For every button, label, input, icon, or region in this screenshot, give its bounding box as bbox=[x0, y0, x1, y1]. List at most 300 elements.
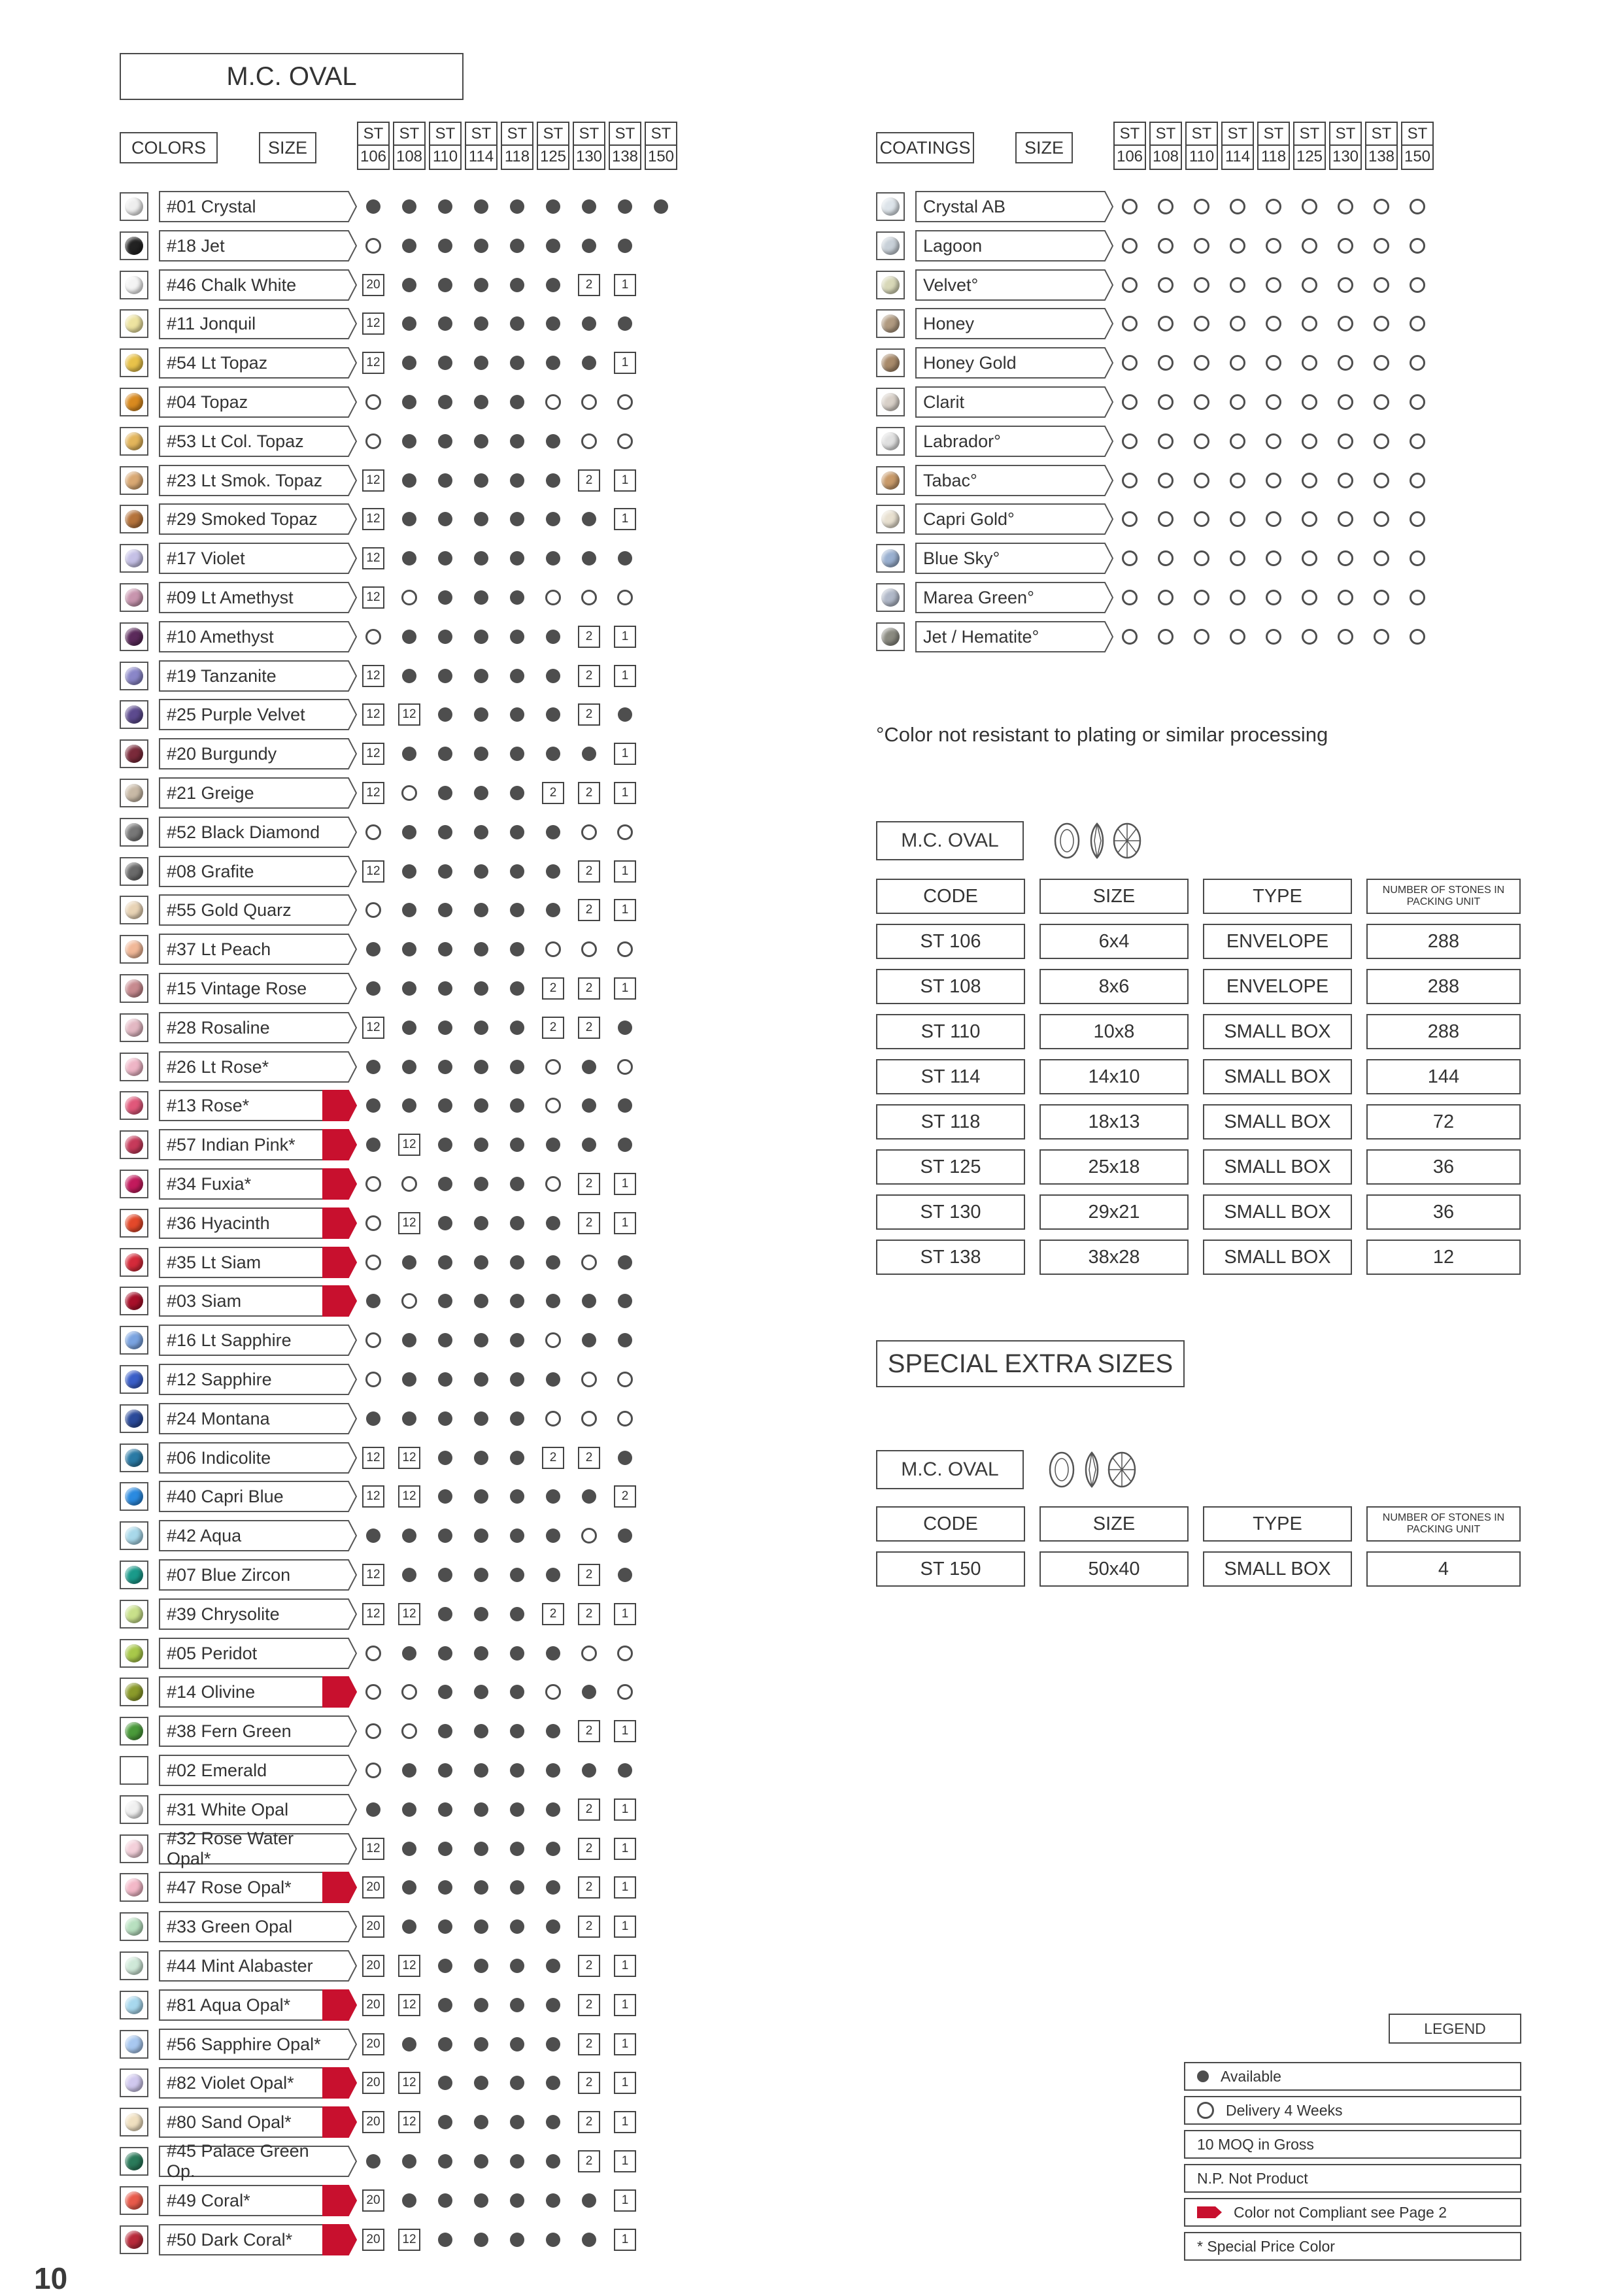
size-prefix: ST bbox=[435, 125, 456, 143]
available-dot-icon bbox=[402, 903, 416, 917]
available-dot-icon bbox=[510, 1919, 524, 1934]
available-dot-icon bbox=[438, 1294, 452, 1308]
available-dot-icon bbox=[1197, 2070, 1209, 2082]
swatch bbox=[120, 1013, 148, 1042]
available-dot-icon bbox=[366, 1294, 380, 1308]
colors-header: COLORS bbox=[120, 132, 218, 163]
delivery-ring-icon bbox=[1338, 394, 1353, 410]
color-label: #21 Greige bbox=[159, 777, 342, 809]
delivery-ring-icon bbox=[1302, 394, 1317, 410]
available-dot-icon bbox=[438, 1098, 452, 1113]
gem-icon bbox=[125, 1058, 143, 1076]
delivery-ring-icon bbox=[617, 1059, 633, 1075]
size-column-header bbox=[1149, 122, 1182, 170]
gem-icon bbox=[125, 1214, 143, 1232]
available-dot-icon bbox=[510, 1646, 524, 1661]
label-arrow-icon bbox=[341, 269, 358, 301]
swatch bbox=[120, 1130, 148, 1159]
available-dot-icon bbox=[510, 903, 524, 917]
table-cell: 72 bbox=[1366, 1104, 1521, 1140]
moq-badge: 20 bbox=[362, 2189, 384, 2212]
coating-label: Lagoon bbox=[915, 230, 1098, 262]
delivery-ring-icon bbox=[1122, 590, 1138, 605]
available-dot-icon bbox=[402, 239, 416, 253]
available-dot-icon bbox=[582, 2233, 596, 2247]
available-dot-icon bbox=[438, 2233, 452, 2247]
swatch bbox=[120, 2068, 148, 2097]
available-dot-icon bbox=[438, 278, 452, 292]
swatch bbox=[120, 1482, 148, 1511]
available-dot-icon bbox=[438, 1333, 452, 1347]
delivery-ring-icon bbox=[1230, 355, 1245, 371]
delivery-ring-icon bbox=[1266, 629, 1281, 645]
available-dot-icon bbox=[438, 1372, 452, 1387]
table-header-cell: NUMBER OF STONES IN PACKING UNIT bbox=[1366, 1506, 1521, 1542]
color-label: #55 Gold Quarz bbox=[159, 894, 342, 926]
moq-badge: 2 bbox=[578, 860, 600, 883]
available-dot-icon bbox=[402, 1568, 416, 1582]
table-header-cell: SIZE bbox=[1039, 879, 1189, 914]
color-label: #29 Smoked Topaz bbox=[159, 503, 342, 535]
moq-badge: 12 bbox=[398, 1603, 420, 1625]
moq-badge: 1 bbox=[614, 1212, 636, 1234]
delivery-ring-icon bbox=[1338, 511, 1353, 527]
gem-icon bbox=[125, 276, 143, 294]
delivery-ring-icon bbox=[1266, 316, 1281, 331]
label-arrow-icon bbox=[1097, 230, 1114, 262]
color-label: #53 Lt Col. Topaz bbox=[159, 426, 342, 457]
available-dot-icon bbox=[582, 1333, 596, 1347]
available-dot-icon bbox=[546, 1489, 560, 1504]
available-dot-icon bbox=[510, 707, 524, 722]
coating-label: Crystal AB bbox=[915, 191, 1098, 222]
swatch bbox=[120, 348, 148, 377]
delivery-ring-icon bbox=[617, 590, 633, 605]
label-arrow-icon bbox=[341, 426, 358, 457]
delivery-ring-icon bbox=[365, 1332, 381, 1348]
moq-badge: 20 bbox=[362, 2111, 384, 2133]
label-arrow-icon bbox=[341, 856, 358, 887]
label-arrow-icon bbox=[1097, 308, 1114, 339]
special-extra-sizes-title: SPECIAL EXTRA SIZES bbox=[876, 1340, 1185, 1387]
moq-badge: 12 bbox=[362, 665, 384, 687]
size-prefix: ST bbox=[1299, 125, 1320, 143]
available-dot-icon bbox=[510, 1333, 524, 1347]
swatch bbox=[120, 1326, 148, 1355]
moq-badge: 12 bbox=[398, 2072, 420, 2094]
gem-icon bbox=[125, 471, 143, 490]
available-dot-icon bbox=[438, 1646, 452, 1661]
delivery-ring-icon bbox=[617, 1646, 633, 1661]
red-flag-icon bbox=[341, 2185, 358, 2216]
available-dot-icon bbox=[402, 1763, 416, 1778]
moq-badge: 1 bbox=[614, 2072, 636, 2094]
size-header-left: SIZE bbox=[259, 132, 316, 163]
legend-label: 10 MOQ in Gross bbox=[1197, 2135, 1314, 2153]
page-number: 10 bbox=[34, 2261, 68, 2295]
label-arrow-icon bbox=[341, 973, 358, 1004]
available-dot-icon bbox=[510, 1489, 524, 1504]
oval-stone-icon bbox=[1043, 1449, 1148, 1491]
available-dot-icon bbox=[618, 1255, 632, 1270]
gem-icon bbox=[125, 1370, 143, 1389]
available-dot-icon bbox=[546, 278, 560, 292]
red-flag-icon bbox=[341, 1872, 358, 1903]
delivery-ring-icon bbox=[545, 394, 561, 410]
swatch bbox=[120, 1248, 148, 1277]
available-dot-icon bbox=[510, 1255, 524, 1270]
gem-icon bbox=[125, 549, 143, 567]
delivery-ring-icon bbox=[1374, 473, 1389, 488]
moq-badge: 12 bbox=[362, 352, 384, 374]
available-dot-icon bbox=[618, 551, 632, 566]
label-arrow-icon bbox=[1097, 386, 1114, 418]
delivery-ring-icon bbox=[617, 1684, 633, 1700]
available-dot-icon bbox=[582, 316, 596, 331]
gem-icon bbox=[881, 432, 900, 450]
label-arrow-icon bbox=[341, 934, 358, 965]
available-dot-icon bbox=[402, 395, 416, 409]
table-cell: 288 bbox=[1366, 969, 1521, 1004]
available-dot-icon bbox=[546, 316, 560, 331]
available-dot-icon bbox=[510, 2154, 524, 2169]
legend-special-price bbox=[1184, 2232, 1521, 2261]
moq-badge: 12 bbox=[362, 860, 384, 883]
label-arrow-icon bbox=[341, 191, 358, 222]
moq-badge: 2 bbox=[578, 2150, 600, 2172]
delivery-ring-icon bbox=[617, 941, 633, 957]
available-dot-icon bbox=[510, 316, 524, 331]
delivery-ring-icon bbox=[1266, 355, 1281, 371]
delivery-ring-icon bbox=[365, 1763, 381, 1778]
swatch bbox=[120, 1756, 148, 1785]
available-dot-icon bbox=[546, 825, 560, 839]
delivery-ring-icon bbox=[365, 902, 381, 918]
available-dot-icon bbox=[546, 356, 560, 370]
available-dot-icon bbox=[438, 1880, 452, 1895]
swatch bbox=[876, 309, 905, 338]
moq-badge: 1 bbox=[614, 1798, 636, 1821]
color-label: #82 Violet Opal* bbox=[159, 2067, 342, 2099]
table-cell: SMALL BOX bbox=[1203, 1240, 1352, 1275]
moq-badge: 2 bbox=[578, 1564, 600, 1586]
delivery-ring-icon bbox=[1230, 590, 1245, 605]
available-dot-icon bbox=[438, 590, 452, 605]
available-dot-icon bbox=[366, 1528, 380, 1543]
swatch bbox=[120, 1912, 148, 1941]
color-label: #12 Sapphire bbox=[159, 1364, 342, 1395]
available-dot-icon bbox=[402, 942, 416, 956]
delivery-ring-icon bbox=[1302, 433, 1317, 449]
table-cell: 50x40 bbox=[1039, 1551, 1189, 1587]
gem-icon bbox=[881, 354, 900, 372]
color-label: #20 Burgundy bbox=[159, 738, 342, 769]
table-cell: 14x10 bbox=[1039, 1059, 1189, 1094]
color-label: #50 Dark Coral* bbox=[159, 2224, 342, 2255]
available-dot-icon bbox=[546, 473, 560, 488]
delivery-ring-icon bbox=[1338, 473, 1353, 488]
moq-badge: 2 bbox=[578, 2072, 600, 2094]
red-flag-icon bbox=[341, 1285, 358, 1317]
label-arrow-icon bbox=[341, 347, 358, 379]
delivery-ring-icon bbox=[1338, 550, 1353, 566]
swatch bbox=[120, 583, 148, 612]
available-dot-icon bbox=[582, 747, 596, 761]
color-label: #01 Crystal bbox=[159, 191, 342, 222]
delivery-ring-icon bbox=[365, 824, 381, 840]
available-dot-icon bbox=[402, 1060, 416, 1074]
size-prefix: ST bbox=[1407, 125, 1428, 143]
delivery-ring-icon bbox=[581, 590, 597, 605]
label-arrow-icon bbox=[341, 1559, 358, 1591]
available-dot-icon bbox=[546, 1216, 560, 1230]
delivery-ring-icon bbox=[581, 1372, 597, 1387]
moq-badge: 12 bbox=[362, 1447, 384, 1469]
available-dot-icon bbox=[474, 2115, 488, 2129]
swatch bbox=[120, 1717, 148, 1746]
moq-badge: 2 bbox=[578, 1876, 600, 1899]
size-column-header bbox=[1401, 122, 1434, 170]
table-cell: 36 bbox=[1366, 1149, 1521, 1185]
moq-badge: 12 bbox=[398, 1134, 420, 1156]
available-dot-icon bbox=[510, 747, 524, 761]
label-arrow-icon bbox=[341, 1403, 358, 1434]
gem-icon bbox=[125, 2231, 143, 2249]
available-dot-icon bbox=[474, 1098, 488, 1113]
color-label: #03 Siam bbox=[159, 1285, 342, 1317]
moq-badge: 12 bbox=[362, 508, 384, 530]
swatch bbox=[120, 622, 148, 651]
available-dot-icon bbox=[402, 434, 416, 448]
table-cell: ST 110 bbox=[876, 1014, 1025, 1049]
available-dot-icon bbox=[510, 1842, 524, 1856]
size-column-header bbox=[573, 122, 605, 170]
available-dot-icon bbox=[546, 1138, 560, 1152]
table-cell: 288 bbox=[1366, 924, 1521, 959]
available-dot-icon bbox=[438, 199, 452, 214]
gem-icon bbox=[881, 510, 900, 528]
table-cell: 288 bbox=[1366, 1014, 1521, 1049]
delivery-ring-icon bbox=[1266, 394, 1281, 410]
delivery-ring-icon bbox=[1158, 590, 1174, 605]
moq-badge: 1 bbox=[614, 469, 636, 492]
available-dot-icon bbox=[510, 473, 524, 488]
size-column-header bbox=[1293, 122, 1326, 170]
table-cell: ST 130 bbox=[876, 1194, 1025, 1230]
delivery-ring-icon bbox=[1374, 199, 1389, 214]
swatch bbox=[120, 309, 148, 338]
size-number: 150 bbox=[647, 148, 675, 165]
available-dot-icon bbox=[510, 1060, 524, 1074]
size-column-header bbox=[501, 122, 533, 170]
gem-icon bbox=[125, 1410, 143, 1428]
available-dot-icon bbox=[438, 1919, 452, 1934]
gem-icon bbox=[125, 1761, 143, 1780]
swatch bbox=[120, 1639, 148, 1668]
table2-title: M.C. OVAL bbox=[876, 1450, 1024, 1489]
available-dot-icon bbox=[474, 1021, 488, 1035]
moq-badge: 2 bbox=[578, 665, 600, 687]
delivery-ring-icon bbox=[1122, 511, 1138, 527]
available-dot-icon bbox=[402, 747, 416, 761]
label-arrow-icon bbox=[341, 1833, 358, 1865]
delivery-ring-icon bbox=[1122, 394, 1138, 410]
delivery-ring-icon bbox=[1197, 2102, 1214, 2119]
available-dot-icon bbox=[438, 825, 452, 839]
available-dot-icon bbox=[582, 1138, 596, 1152]
delivery-ring-icon bbox=[1374, 629, 1389, 645]
label-arrow-icon bbox=[1097, 465, 1114, 496]
available-dot-icon bbox=[438, 1959, 452, 1973]
table-cell: SMALL BOX bbox=[1203, 1149, 1352, 1185]
delivery-ring-icon bbox=[545, 1176, 561, 1192]
delivery-ring-icon bbox=[1158, 277, 1174, 293]
available-dot-icon bbox=[618, 1763, 632, 1778]
delivery-ring-icon bbox=[1338, 238, 1353, 254]
gem-icon bbox=[125, 1096, 143, 1115]
delivery-ring-icon bbox=[545, 590, 561, 605]
delivery-ring-icon bbox=[581, 433, 597, 449]
label-arrow-icon bbox=[341, 2029, 358, 2060]
delivery-ring-icon bbox=[1230, 629, 1245, 645]
label-arrow-icon bbox=[341, 1481, 358, 1512]
available-dot-icon bbox=[546, 864, 560, 879]
label-arrow-icon bbox=[341, 1364, 358, 1395]
size-column-header bbox=[465, 122, 498, 170]
available-dot-icon bbox=[546, 630, 560, 644]
delivery-ring-icon bbox=[1194, 433, 1209, 449]
size-number: 114 bbox=[468, 148, 494, 165]
available-dot-icon bbox=[474, 1060, 488, 1074]
moq-badge: 12 bbox=[362, 743, 384, 765]
moq-badge: 2 bbox=[578, 1955, 600, 1977]
coating-label: Marea Green° bbox=[915, 582, 1098, 613]
available-dot-icon bbox=[474, 1372, 488, 1387]
available-dot-icon bbox=[366, 199, 380, 214]
size-column-header bbox=[1329, 122, 1362, 170]
gem-icon bbox=[125, 2035, 143, 2053]
label-arrow-icon bbox=[341, 1794, 358, 1825]
moq-badge: 2 bbox=[578, 1212, 600, 1234]
moq-badge: 1 bbox=[614, 2189, 636, 2212]
gem-icon bbox=[125, 1996, 143, 2014]
color-label: #19 Tanzanite bbox=[159, 660, 342, 692]
table-cell: 25x18 bbox=[1039, 1149, 1189, 1185]
available-dot-icon bbox=[438, 395, 452, 409]
delivery-ring-icon bbox=[1194, 199, 1209, 214]
delivery-ring-icon bbox=[1266, 277, 1281, 293]
available-dot-icon bbox=[474, 1724, 488, 1738]
legend-label: Available bbox=[1221, 2067, 1281, 2085]
delivery-ring-icon bbox=[1194, 277, 1209, 293]
moq-badge: 1 bbox=[614, 352, 636, 374]
delivery-ring-icon bbox=[1266, 473, 1281, 488]
available-dot-icon bbox=[438, 942, 452, 956]
moq-badge: 12 bbox=[398, 1447, 420, 1469]
available-dot-icon bbox=[474, 1451, 488, 1465]
red-flag-icon bbox=[341, 1247, 358, 1278]
available-dot-icon bbox=[546, 669, 560, 683]
available-dot-icon bbox=[438, 981, 452, 996]
red-flag-fill bbox=[322, 2106, 342, 2138]
coatings-header: COATINGS bbox=[876, 132, 974, 163]
available-dot-icon bbox=[546, 2154, 560, 2169]
size-column-header bbox=[609, 122, 641, 170]
available-dot-icon bbox=[474, 669, 488, 683]
label-arrow-icon bbox=[341, 621, 358, 652]
swatch bbox=[120, 662, 148, 690]
table-cell: 36 bbox=[1366, 1194, 1521, 1230]
size-column-header bbox=[645, 122, 677, 170]
gem-icon bbox=[125, 1957, 143, 1975]
available-dot-icon bbox=[474, 2037, 488, 2051]
label-arrow-icon bbox=[341, 1715, 358, 1747]
delivery-ring-icon bbox=[1374, 550, 1389, 566]
available-dot-icon bbox=[510, 1880, 524, 1895]
moq-badge: 2 bbox=[578, 1798, 600, 1821]
available-dot-icon bbox=[438, 1138, 452, 1152]
available-dot-icon bbox=[474, 1216, 488, 1230]
moq-badge: 2 bbox=[542, 782, 564, 804]
size-column-header bbox=[429, 122, 462, 170]
delivery-ring-icon bbox=[1374, 277, 1389, 293]
table-header-cell: TYPE bbox=[1203, 1506, 1352, 1542]
label-arrow-icon bbox=[341, 1638, 358, 1669]
available-dot-icon bbox=[474, 1919, 488, 1934]
available-dot-icon bbox=[402, 1098, 416, 1113]
red-flag-icon bbox=[341, 2067, 358, 2099]
color-label: #36 Hyacinth bbox=[159, 1207, 342, 1239]
delivery-ring-icon bbox=[365, 1684, 381, 1700]
available-dot-icon bbox=[438, 747, 452, 761]
swatch bbox=[120, 2186, 148, 2215]
delivery-ring-icon bbox=[365, 1372, 381, 1387]
delivery-ring-icon bbox=[617, 1372, 633, 1387]
available-dot-icon bbox=[510, 786, 524, 800]
available-dot-icon bbox=[402, 199, 416, 214]
available-dot-icon bbox=[618, 316, 632, 331]
available-dot-icon bbox=[510, 1685, 524, 1699]
delivery-ring-icon bbox=[1158, 238, 1174, 254]
available-dot-icon bbox=[546, 707, 560, 722]
available-dot-icon bbox=[438, 473, 452, 488]
available-dot-icon bbox=[618, 1451, 632, 1465]
delivery-ring-icon bbox=[1302, 277, 1317, 293]
available-dot-icon bbox=[546, 1255, 560, 1270]
table-cell: SMALL BOX bbox=[1203, 1059, 1352, 1094]
color-label: #18 Jet bbox=[159, 230, 342, 262]
swatch bbox=[876, 583, 905, 612]
available-dot-icon bbox=[474, 1607, 488, 1621]
coating-label: Tabac° bbox=[915, 465, 1098, 496]
gem-icon bbox=[881, 276, 900, 294]
available-dot-icon bbox=[438, 1255, 452, 1270]
delivery-ring-icon bbox=[365, 238, 381, 254]
label-arrow-icon bbox=[341, 699, 358, 730]
legend-moq bbox=[1184, 2130, 1521, 2159]
size-prefix: ST bbox=[1155, 125, 1176, 143]
available-dot-icon bbox=[366, 1411, 380, 1426]
delivery-ring-icon bbox=[1266, 433, 1281, 449]
available-dot-icon bbox=[510, 1294, 524, 1308]
gem-icon bbox=[881, 628, 900, 646]
moq-badge: 12 bbox=[398, 1955, 420, 1977]
delivery-ring-icon bbox=[617, 433, 633, 449]
available-dot-icon bbox=[510, 2233, 524, 2247]
size-number: 150 bbox=[1404, 148, 1431, 165]
legend-not-product bbox=[1184, 2164, 1521, 2193]
table-cell: 12 bbox=[1366, 1240, 1521, 1275]
